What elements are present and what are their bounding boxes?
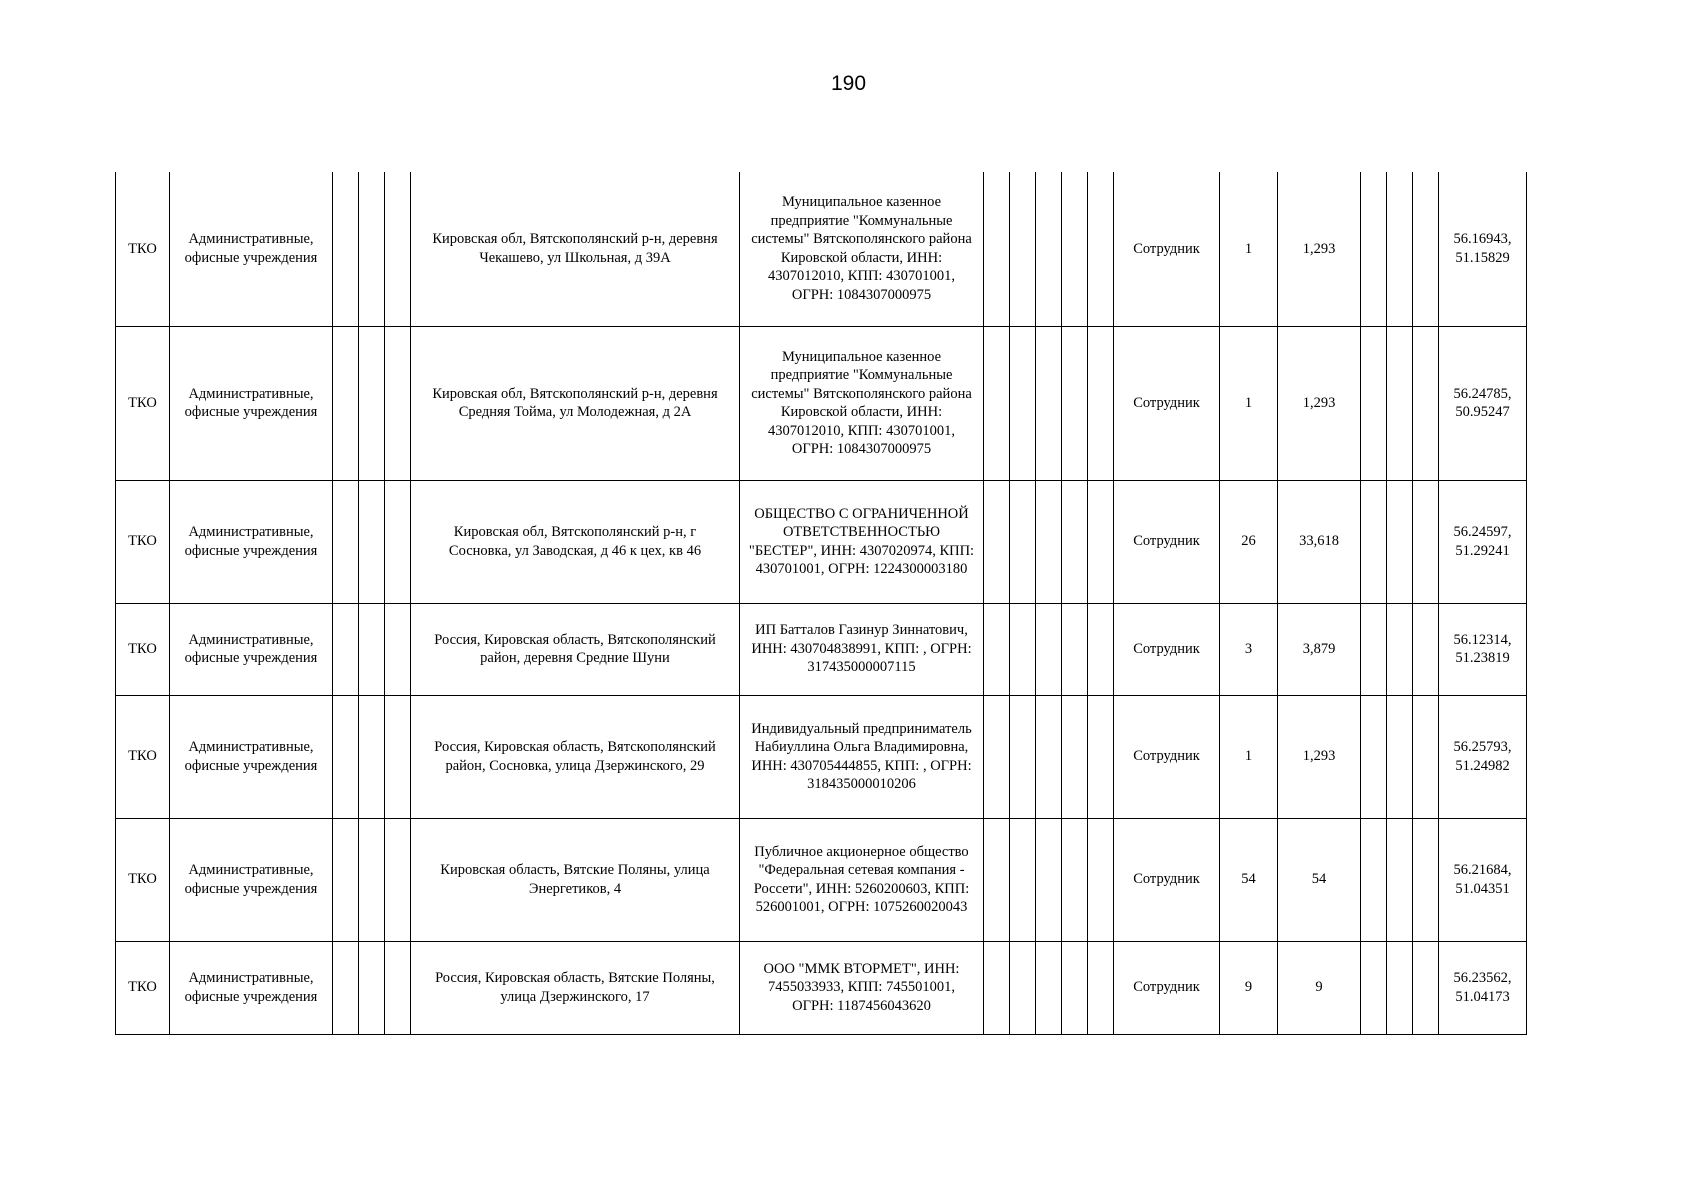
unit-cell: Сотрудник: [1114, 603, 1220, 695]
volume-cell: 33,618: [1278, 480, 1361, 603]
empty-cell: [1062, 603, 1088, 695]
waste-type-cell: ТКО: [116, 326, 170, 480]
quantity-cell: 1: [1220, 326, 1278, 480]
address-cell: Кировская обл, Вятскополянский р-н, деревня Чекашево, ул Школьная, д 39А: [411, 172, 740, 326]
empty-cell: [359, 941, 385, 1034]
quantity-cell: 26: [1220, 480, 1278, 603]
empty-cell: [1413, 603, 1439, 695]
category-cell: Административные, офисные учреждения: [170, 326, 333, 480]
unit-cell: Сотрудник: [1114, 941, 1220, 1034]
waste-sources-table: [115, 172, 1527, 1035]
table-row: [116, 326, 1527, 480]
table-row: [116, 818, 1527, 941]
empty-cell: [333, 172, 359, 326]
empty-cell: [1010, 818, 1036, 941]
empty-cell: [984, 941, 1010, 1034]
empty-cell: [1088, 695, 1114, 818]
empty-cell: [1387, 695, 1413, 818]
empty-cell: [1387, 326, 1413, 480]
empty-cell: [1088, 941, 1114, 1034]
empty-cell: [385, 603, 411, 695]
organization-cell: ОБЩЕСТВО С ОГРАНИЧЕННОЙ ОТВЕТСТВЕННОСТЬЮ "БЕСТЕР", ИНН: 4307020974, КПП: 430701001, ОГРН: 1224300003180: [740, 480, 984, 603]
empty-cell: [359, 603, 385, 695]
quantity-cell: 1: [1220, 695, 1278, 818]
empty-cell: [385, 818, 411, 941]
unit-cell: Сотрудник: [1114, 695, 1220, 818]
quantity-cell: 54: [1220, 818, 1278, 941]
category-cell: Административные, офисные учреждения: [170, 603, 333, 695]
quantity-cell: 9: [1220, 941, 1278, 1034]
category-cell: Административные, офисные учреждения: [170, 480, 333, 603]
empty-cell: [1036, 941, 1062, 1034]
empty-cell: [1361, 818, 1387, 941]
coordinates-cell: 56.24785, 50.95247: [1439, 326, 1527, 480]
unit-cell: Сотрудник: [1114, 480, 1220, 603]
page-number: 190: [830, 72, 867, 95]
empty-cell: [1010, 480, 1036, 603]
empty-cell: [1010, 172, 1036, 326]
empty-cell: [1361, 172, 1387, 326]
empty-cell: [333, 480, 359, 603]
empty-cell: [333, 695, 359, 818]
empty-cell: [1088, 172, 1114, 326]
empty-cell: [1010, 941, 1036, 1034]
empty-cell: [1387, 941, 1413, 1034]
empty-cell: [1036, 480, 1062, 603]
empty-cell: [984, 480, 1010, 603]
empty-cell: [1361, 603, 1387, 695]
empty-cell: [1088, 326, 1114, 480]
empty-cell: [1062, 172, 1088, 326]
coordinates-cell: 56.23562, 51.04173: [1439, 941, 1527, 1034]
coordinates-cell: 56.24597, 51.29241: [1439, 480, 1527, 603]
volume-cell: 3,879: [1278, 603, 1361, 695]
volume-cell: 54: [1278, 818, 1361, 941]
coordinates-cell: 56.21684, 51.04351: [1439, 818, 1527, 941]
empty-cell: [1036, 818, 1062, 941]
empty-cell: [359, 695, 385, 818]
empty-cell: [385, 172, 411, 326]
empty-cell: [333, 603, 359, 695]
empty-cell: [1413, 818, 1439, 941]
unit-cell: Сотрудник: [1114, 172, 1220, 326]
empty-cell: [1413, 941, 1439, 1034]
organization-cell: Муниципальное казенное предприятие "Коммунальные системы" Вятскополянского района Кировской области, ИНН: 4307012010, КПП: 430701001, ОГРН: 1084307000975: [740, 172, 984, 326]
empty-cell: [359, 326, 385, 480]
empty-cell: [1387, 172, 1413, 326]
empty-cell: [984, 818, 1010, 941]
empty-cell: [333, 818, 359, 941]
coordinates-cell: 56.12314, 51.23819: [1439, 603, 1527, 695]
quantity-cell: 3: [1220, 603, 1278, 695]
table-row: [116, 480, 1527, 603]
volume-cell: 1,293: [1278, 172, 1361, 326]
address-cell: Россия, Кировская область, Вятскополянский район, деревня Средние Шуни: [411, 603, 740, 695]
empty-cell: [1413, 326, 1439, 480]
organization-cell: Публичное акционерное общество "Федеральная сетевая компания - Россети", ИНН: 5260200603, КПП: 526001001, ОГРН: 1075260020043: [740, 818, 984, 941]
empty-cell: [1361, 695, 1387, 818]
category-cell: Административные, офисные учреждения: [170, 695, 333, 818]
empty-cell: [1036, 326, 1062, 480]
unit-cell: Сотрудник: [1114, 818, 1220, 941]
table-row: [116, 941, 1527, 1034]
empty-cell: [1088, 818, 1114, 941]
empty-cell: [385, 695, 411, 818]
empty-cell: [1062, 326, 1088, 480]
empty-cell: [1062, 695, 1088, 818]
empty-cell: [359, 818, 385, 941]
empty-cell: [333, 326, 359, 480]
empty-cell: [1062, 941, 1088, 1034]
empty-cell: [1062, 480, 1088, 603]
category-cell: Административные, офисные учреждения: [170, 818, 333, 941]
empty-cell: [1413, 695, 1439, 818]
empty-cell: [984, 172, 1010, 326]
address-cell: Россия, Кировская область, Вятскополянский район, Сосновка, улица Дзержинского, 29: [411, 695, 740, 818]
table-row: [116, 603, 1527, 695]
empty-cell: [1361, 480, 1387, 603]
organization-cell: Индивидуальный предприниматель Набиуллина Ольга Владимировна, ИНН: 430705444855, КПП: , ОГРН: 318435000010206: [740, 695, 984, 818]
coordinates-cell: 56.16943, 51.15829: [1439, 172, 1527, 326]
empty-cell: [1413, 480, 1439, 603]
empty-cell: [1361, 941, 1387, 1034]
address-cell: Россия, Кировская область, Вятские Поляны, улица Дзержинского, 17: [411, 941, 740, 1034]
empty-cell: [984, 603, 1010, 695]
waste-type-cell: ТКО: [116, 172, 170, 326]
empty-cell: [984, 695, 1010, 818]
address-cell: Кировская область, Вятские Поляны, улица Энергетиков, 4: [411, 818, 740, 941]
empty-cell: [1387, 818, 1413, 941]
category-cell: Административные, офисные учреждения: [170, 172, 333, 326]
empty-cell: [1062, 818, 1088, 941]
empty-cell: [1036, 172, 1062, 326]
unit-cell: Сотрудник: [1114, 326, 1220, 480]
volume-cell: 1,293: [1278, 695, 1361, 818]
empty-cell: [359, 480, 385, 603]
empty-cell: [984, 326, 1010, 480]
waste-type-cell: ТКО: [116, 941, 170, 1034]
empty-cell: [1036, 695, 1062, 818]
category-cell: Административные, офисные учреждения: [170, 941, 333, 1034]
organization-cell: Муниципальное казенное предприятие "Коммунальные системы" Вятскополянского района Кировской области, ИНН: 4307012010, КПП: 430701001, ОГРН: 1084307000975: [740, 326, 984, 480]
empty-cell: [1010, 695, 1036, 818]
waste-type-cell: ТКО: [116, 603, 170, 695]
empty-cell: [1088, 480, 1114, 603]
empty-cell: [1010, 326, 1036, 480]
waste-type-cell: ТКО: [116, 480, 170, 603]
empty-cell: [1387, 603, 1413, 695]
address-cell: Кировская обл, Вятскополянский р-н, деревня Средняя Тойма, ул Молодежная, д 2А: [411, 326, 740, 480]
organization-cell: ИП Батталов Газинур Зиннатович, ИНН: 430704838991, КПП: , ОГРН: 317435000007115: [740, 603, 984, 695]
empty-cell: [333, 941, 359, 1034]
empty-cell: [1387, 480, 1413, 603]
empty-cell: [1036, 603, 1062, 695]
volume-cell: 1,293: [1278, 326, 1361, 480]
quantity-cell: 1: [1220, 172, 1278, 326]
waste-type-cell: ТКО: [116, 818, 170, 941]
empty-cell: [1088, 603, 1114, 695]
empty-cell: [385, 326, 411, 480]
waste-type-cell: ТКО: [116, 695, 170, 818]
empty-cell: [359, 172, 385, 326]
empty-cell: [385, 480, 411, 603]
organization-cell: ООО "ММК ВТОРМЕТ", ИНН: 7455033933, КПП: 745501001, ОГРН: 1187456043620: [740, 941, 984, 1034]
table-row: [116, 172, 1527, 326]
address-cell: Кировская обл, Вятскополянский р-н, г Сосновка, ул Заводская, д 46 к цех, кв 46: [411, 480, 740, 603]
coordinates-cell: 56.25793, 51.24982: [1439, 695, 1527, 818]
table-row: [116, 695, 1527, 818]
volume-cell: 9: [1278, 941, 1361, 1034]
empty-cell: [1361, 326, 1387, 480]
empty-cell: [1413, 172, 1439, 326]
empty-cell: [1010, 603, 1036, 695]
empty-cell: [385, 941, 411, 1034]
